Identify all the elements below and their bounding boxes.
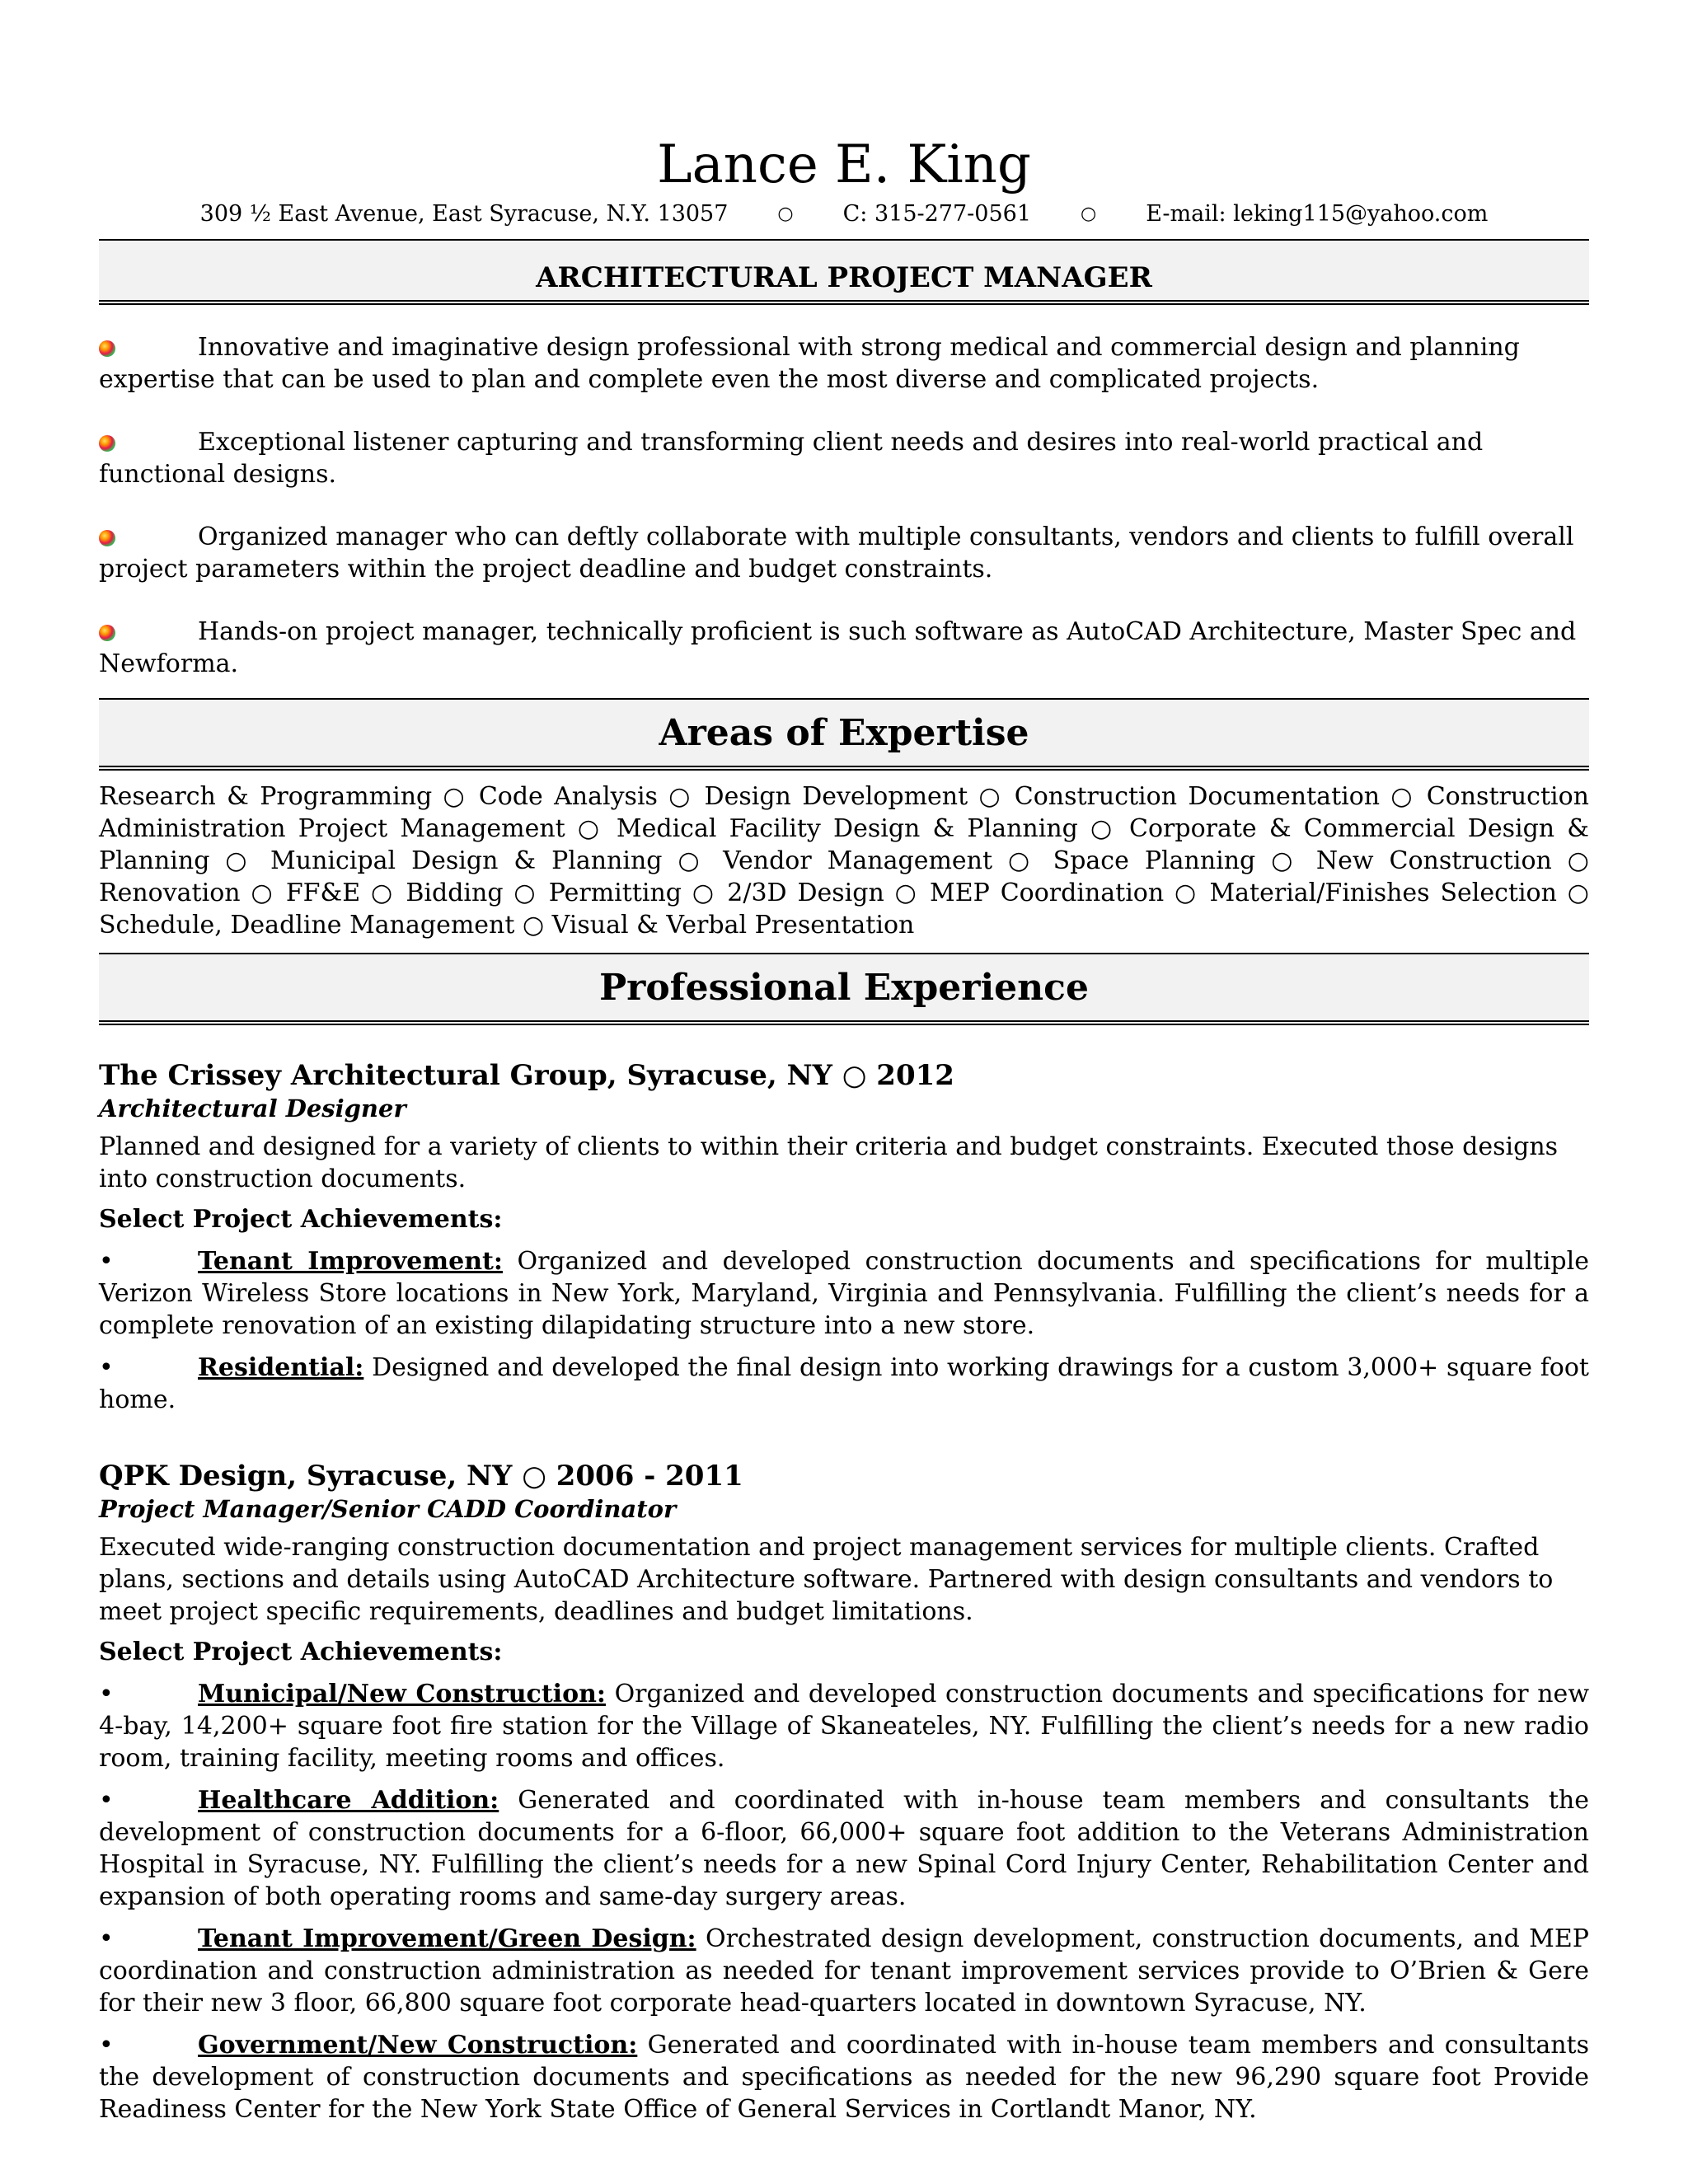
summary-item: [99, 521, 1589, 585]
job-role: Architectural Designer: [99, 1094, 406, 1122]
achievement-text: Organized and developed construction documents and specifications for new 4-bay, 14,200+ square foot fire station for the Village of Skaneateles, NY. Fulfilling the client’s needs for a new radio room, training facility, meeting rooms and offices.: [99, 1680, 1589, 1773]
email: E-mail: leking115@yahoo.com: [1146, 201, 1489, 227]
resume-page: [99, 132, 1589, 2135]
bullet-icon: [99, 625, 115, 641]
bullet-icon: •: [99, 2031, 114, 2060]
achievement-text: Generated and coordinated with in-house team members and consultants the development of construction documents for a 6-floor, 66,000+ square foot addition to the Veterans Administration Hospital in Syracuse, NY. Fulfilling the client’s needs for a new Spinal Cord Injury Center, Rehabilitation Center and expansion of both operating rooms and same-day surgery areas.: [99, 1786, 1589, 1911]
phone: C: 315-277-0561: [842, 201, 1031, 227]
address: 309 ½ East Avenue, East Syracuse, N.Y. 13057: [199, 201, 729, 227]
achievement-item: [99, 1352, 1589, 1416]
separator-circle: ○: [1081, 204, 1097, 224]
achievement-label: Municipal/New Construction:: [198, 1680, 606, 1708]
summary-text: Hands-on project manager, technically proficient is such software as AutoCAD Architecture, Master Spec and Newforma.: [99, 617, 1577, 678]
achievement-text: Organized and developed construction documents and specifications for multiple Verizon Wireless Store locations in New York, Maryland, Virginia and Pennsylvania. Fulfilling the client’s needs for a complete renovation of an existing dilapidating structure into a new store.: [99, 1247, 1589, 1340]
bullet-icon: [99, 340, 115, 357]
summary-item: [99, 331, 1589, 396]
bullet-icon: •: [99, 1786, 114, 1815]
achievement-item: [99, 2029, 1589, 2125]
achievement-text: Orchestrated design development, construction documents, and MEP coordination and construction administration as needed for tenant improvement services provide to O’Brien & Gere for their new 3 floor, 66,800 square foot corporate head-quarters located in downtown Syracuse, NY.: [99, 1924, 1589, 2018]
achievement-text: Generated and coordinated with in-house team members and consultants the development of construction documents and specifications as needed for the new 96,290 square foot Provide Readiness Center for the New York State Office of General Services in Cortlandt Manor, NY.: [99, 2031, 1589, 2124]
achievement-item: [99, 1784, 1589, 1913]
job-role: Project Manager/Senior CADD Coordinator: [99, 1495, 677, 1523]
job-description: Planned and designed for a variety of clients to within their criteria and budget constraints. Executed those designs into construction documents.: [99, 1132, 1559, 1193]
job-entry: [99, 1459, 1589, 2125]
summary-item: [99, 616, 1589, 680]
expertise-heading: Areas of Expertise: [99, 698, 1589, 771]
separator-circle: ○: [777, 204, 794, 224]
achievement-label: Government/New Construction:: [198, 2031, 638, 2060]
bullet-icon: •: [99, 1680, 114, 1708]
job-company: The Crissey Architectural Group, Syracuse, NY ○ 2012: [99, 1059, 954, 1092]
summary-text: Innovative and imaginative design professional with strong medical and commercial design and planning expertise that can be used to plan and complete even the most diverse and complicated projects.: [99, 333, 1520, 394]
bullet-icon: [99, 530, 115, 546]
summary-item: [99, 426, 1589, 490]
job-company: QPK Design, Syracuse, NY ○ 2006 - 2011: [99, 1460, 743, 1493]
summary-list: [99, 331, 1589, 680]
contact-line: [99, 198, 1589, 231]
achievement-label: Tenant Improvement/Green Design:: [198, 1924, 696, 1953]
achievement-item: [99, 1245, 1589, 1342]
achievement-item: [99, 1923, 1589, 2019]
summary-text: Organized manager who can deftly collaborate with multiple consultants, vendors and clients to fulfill overall project parameters within the project deadline and budget constraints.: [99, 523, 1574, 583]
achievement-label: Tenant Improvement:: [198, 1247, 503, 1276]
bullet-icon: •: [99, 1247, 114, 1276]
bullet-icon: •: [99, 1353, 114, 1382]
achievement-text: Designed and developed the final design into working drawings for a custom 3,000+ square foot home.: [99, 1353, 1589, 1414]
achievement-label: Residential:: [198, 1353, 364, 1382]
experience-heading: Professional Experience: [99, 953, 1589, 1025]
job-entry: [99, 1058, 1589, 1416]
expertise-list: Research & Programming ○ Code Analysis ○ Design Development ○ Construction Documentation ○ Construction Administration Project Management ○ Medical Facility Design & Planning ○ Corporate & Commercial Design & Planning ○ Municipal Design & Planning ○ Vendor Management ○ Space Planning ○ New Construction ○ Renovation ○ FF&E ○ Bidding ○ Permitting ○ 2/3D Design ○ MEP Coordination ○ Material/Finishes Selection ○ Schedule, Deadline Management ○ Visual & Verbal Presentation: [99, 782, 1589, 940]
job-title-bar: ARCHITECTURAL PROJECT MANAGER: [99, 239, 1589, 305]
candidate-name: Lance E. King: [657, 134, 1031, 195]
summary-text: Exceptional listener capturing and transforming client needs and desires into real-world practical and functional designs.: [99, 428, 1484, 489]
bullet-icon: •: [99, 1924, 114, 1953]
achievements-heading: Select Project Achievements:: [99, 1205, 503, 1234]
achievement-label: Healthcare Addition:: [198, 1786, 499, 1815]
achievements-heading: Select Project Achievements:: [99, 1638, 503, 1666]
achievement-item: [99, 1678, 1589, 1774]
bullet-icon: [99, 435, 115, 452]
job-description: Executed wide-ranging construction documentation and project management services for multiple clients. Crafted plans, sections and details using AutoCAD Architecture software. Partnered with design consultants and vendors to meet project specific requirements, deadlines and budget limitations.: [99, 1533, 1554, 1626]
